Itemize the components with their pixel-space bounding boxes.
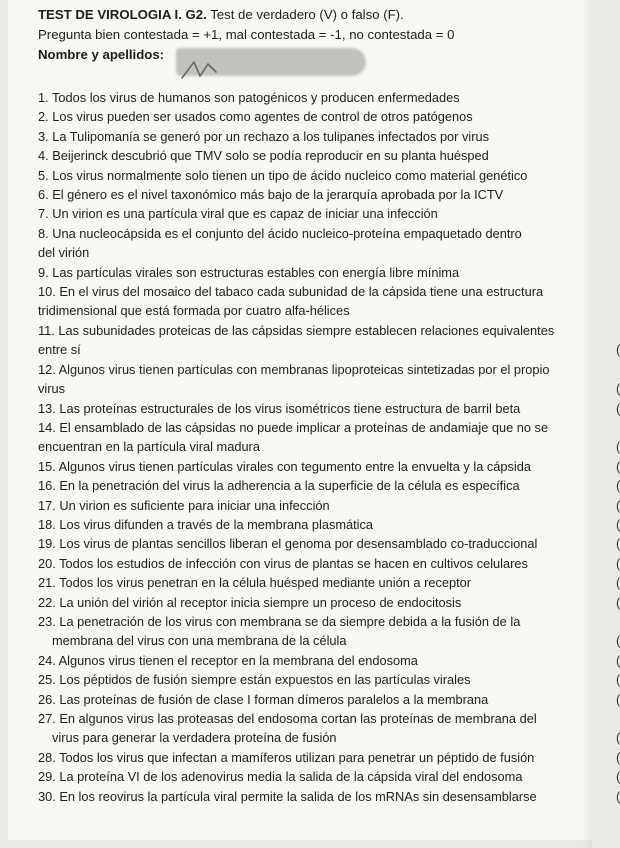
question-text: 19. Los virus de plantas sencillos liberan el genoma por desensamblado co-traduccional ( — [38, 534, 598, 553]
question-item — [38, 204, 598, 223]
question-item — [38, 554, 620, 573]
question-item — [38, 107, 598, 126]
question-text: 6. El género es el nivel taxonómico más bajo de la jerarquía aprobada por la ICTV — [38, 187, 504, 203]
exam-title: TEST DE VIROLOGIA I. G2. — [38, 7, 207, 22]
question-text: 16. En la penetración del virus la adherencia a la superficie de la célula es específica ( — [38, 476, 598, 495]
answer-parenthesis: ( — [616, 381, 620, 397]
answer-parenthesis: ( — [616, 652, 620, 668]
question-text-continued: tridimensional que está formada por cuatro alfa-hélices — [38, 303, 350, 319]
answer-parenthesis: ( — [616, 594, 620, 610]
answer-parenthesis: ( — [616, 672, 620, 688]
answer-parenthesis: ( — [616, 788, 620, 804]
question-text: 14. El ensamblado de las cápsidas no puede implicar a proteínas de andamiaje que no se — [38, 419, 549, 435]
question-text-continued: del virión — [38, 245, 90, 261]
question-item — [38, 88, 598, 107]
question-item — [38, 612, 620, 651]
question-text: 11. Las subunidades proteicas de las cápsidas siempre establecen relaciones equivalentes — [38, 322, 555, 338]
answer-parenthesis: ( — [616, 536, 620, 552]
question-text: 28. Todos los virus que infectan a mamíferos utilizan para penetrar un péptido de fusión ( — [38, 748, 598, 767]
answer-parenthesis: ( — [616, 497, 620, 513]
question-item — [38, 767, 620, 786]
question-item — [38, 787, 620, 806]
question-item — [38, 690, 620, 709]
question-item — [38, 263, 598, 282]
question-text: 1. Todos los virus de humanos son patogénicos y producen enfermedades — [38, 90, 460, 105]
question-text: 2. Los virus pueden ser usados como agentes de control de otros patógenos — [38, 109, 473, 125]
question-item — [38, 418, 620, 457]
question-item — [38, 476, 620, 495]
answer-parenthesis: ( — [616, 691, 620, 707]
answer-parenthesis: ( — [616, 749, 620, 765]
question-item — [38, 224, 598, 263]
question-item — [38, 534, 620, 553]
answer-parenthesis: ( — [616, 575, 620, 591]
question-text: 21. Todos los virus penetran en la célula huésped mediante unión a receptor ( — [38, 573, 598, 592]
answer-parenthesis: ( — [616, 516, 620, 532]
question-text: 4. Beijerinck descubrió que TMV solo se podía reproducir en su planta huésped — [38, 148, 489, 164]
question-text: 8. Una nucleocápsida es el conjunto del ácido nucleico-proteína empaquetado dentro — [38, 225, 522, 241]
question-text: 24. Algunos virus tienen el receptor en la membrana del endosoma ( — [38, 651, 598, 670]
question-item — [38, 399, 620, 418]
question-text: 23. La penetración de los virus con membrana se da siempre debida a la fusión de la — [38, 613, 521, 629]
question-item — [38, 127, 598, 146]
exam-sheet — [8, 0, 620, 840]
question-item — [38, 651, 620, 670]
question-text-continued: virus para generar la verdadera proteína de fusión ( — [38, 728, 598, 747]
answer-parenthesis: ( — [616, 439, 620, 455]
question-item — [38, 748, 620, 767]
question-text-continued: encuentran en la partícula viral madura ( — [38, 437, 598, 456]
answer-parenthesis: ( — [616, 633, 620, 649]
question-text: 17. Un virion es suficiente para iniciar una infección ( — [38, 496, 598, 515]
question-item — [38, 670, 620, 689]
answer-parenthesis: ( — [616, 458, 620, 474]
handwriting-scribble-icon — [180, 58, 220, 84]
question-text: 27. En algunos virus las proteasas del endosoma cortan las proteínas de membrana del — [38, 711, 537, 726]
answer-parenthesis: ( — [616, 769, 620, 785]
page-shadow — [582, 0, 592, 848]
question-text: 7. Un virion es una partícula viral que es capaz de iniciar una infección — [38, 206, 438, 222]
question-text: 10. En el virus del mosaico del tabaco cada subunidad de la cápsida tiene una estructura — [38, 284, 544, 300]
question-item — [38, 515, 620, 534]
question-item — [38, 709, 620, 748]
question-text: 9. Las partículas virales son estructuras estables con energía libre mínima — [38, 264, 460, 280]
question-item — [38, 573, 620, 592]
question-item — [38, 146, 598, 165]
answer-parenthesis: ( — [616, 730, 620, 746]
question-text: 12. Algunos virus tienen partículas con membranas lipoproteicas sintetizadas por el propio — [38, 361, 550, 377]
answer-parenthesis: ( — [616, 342, 620, 358]
question-item — [38, 593, 620, 612]
answer-parenthesis: ( — [616, 400, 620, 416]
question-text: 13. Las proteínas estructurales de los virus isométricos tiene estructura de barril beta ( — [38, 399, 598, 418]
question-item — [38, 166, 598, 185]
question-list — [38, 88, 620, 806]
question-item — [38, 457, 620, 476]
answer-parenthesis: ( — [616, 478, 620, 494]
question-text: 25. Los péptidos de fusión siempre están expuestos en las partículas virales ( — [38, 670, 598, 689]
question-text: 29. La proteína VI de los adenovirus media la salida de la cápsida viral del endosoma ( — [38, 767, 598, 786]
question-item — [38, 185, 598, 204]
exam-subtitle: Test de verdadero (V) o falso (F). — [206, 7, 404, 22]
question-text: 30. En los reovirus la partícula viral permite la salida de los mRNAs sin desensamblarse ( — [38, 787, 598, 806]
question-text: 5. Los virus normalmente solo tienen un tipo de ácido nucleico como material genético — [38, 167, 528, 183]
question-text: 22. La unión del virión al receptor inicia siempre un proceso de endocitosis ( — [38, 593, 598, 612]
question-item — [38, 321, 620, 360]
answer-parenthesis: ( — [616, 555, 620, 571]
question-text: 26. Las proteínas de fusión de clase I forman dímeros paralelos a la membrana ( — [38, 690, 598, 709]
question-item — [38, 282, 598, 321]
question-item — [38, 360, 620, 399]
title-line — [38, 5, 588, 25]
question-text: 15. Algunos virus tienen partículas virales con tegumento entre la envuelta y la cápsida ( — [38, 457, 598, 476]
scoring-rules: Pregunta bien contestada = +1, mal contestada = -1, no contestada = 0 — [38, 27, 455, 42]
name-label: Nombre y apellidos: — [38, 47, 165, 62]
question-text-continued: entre sí ( — [38, 340, 598, 359]
question-text: 20. Todos los estudios de infección con virus de plantas se hacen en cultivos celulares ( — [38, 554, 598, 573]
question-text: 18. Los virus difunden a través de la membrana plasmática ( — [38, 515, 598, 534]
question-text-continued: membrana del virus con una membrana de la célula ( — [38, 631, 598, 650]
question-item — [38, 496, 620, 515]
question-text: 3. La Tulipomanía se generó por un rechazo a los tulipanes infectados por virus — [38, 128, 490, 144]
question-text-continued: virus ( — [38, 379, 598, 398]
